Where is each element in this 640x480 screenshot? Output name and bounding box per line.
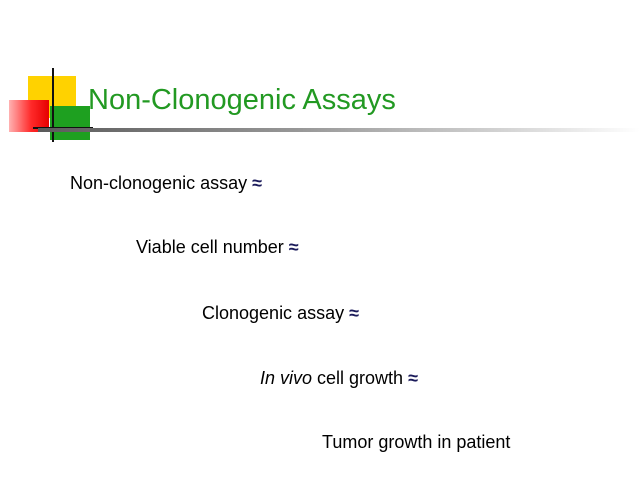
assay-line-4-italic: In vivo bbox=[260, 368, 313, 388]
assay-line-5-text: Tumor growth in patient bbox=[322, 432, 511, 452]
assay-line-2 bbox=[136, 237, 299, 258]
assay-line-3-text: Clonogenic assay bbox=[202, 303, 345, 323]
slide-title: Non-Clonogenic Assays bbox=[88, 84, 396, 116]
approx-symbol: ≈ bbox=[252, 173, 263, 193]
assay-line-4 bbox=[260, 368, 418, 389]
assay-line-4-text: cell growth bbox=[312, 368, 404, 388]
approx-symbol: ≈ bbox=[288, 237, 299, 257]
title-underline bbox=[38, 128, 640, 132]
assay-line-2-text: Viable cell number bbox=[136, 237, 284, 257]
approx-symbol: ≈ bbox=[408, 368, 418, 388]
assay-line-5 bbox=[322, 432, 510, 453]
approx-symbol: ≈ bbox=[349, 303, 359, 323]
logo-green-block bbox=[50, 106, 90, 140]
assay-line-3 bbox=[202, 303, 359, 324]
assay-line-1 bbox=[70, 173, 262, 194]
assay-line-1-text: Non-clonogenic assay bbox=[70, 173, 248, 193]
